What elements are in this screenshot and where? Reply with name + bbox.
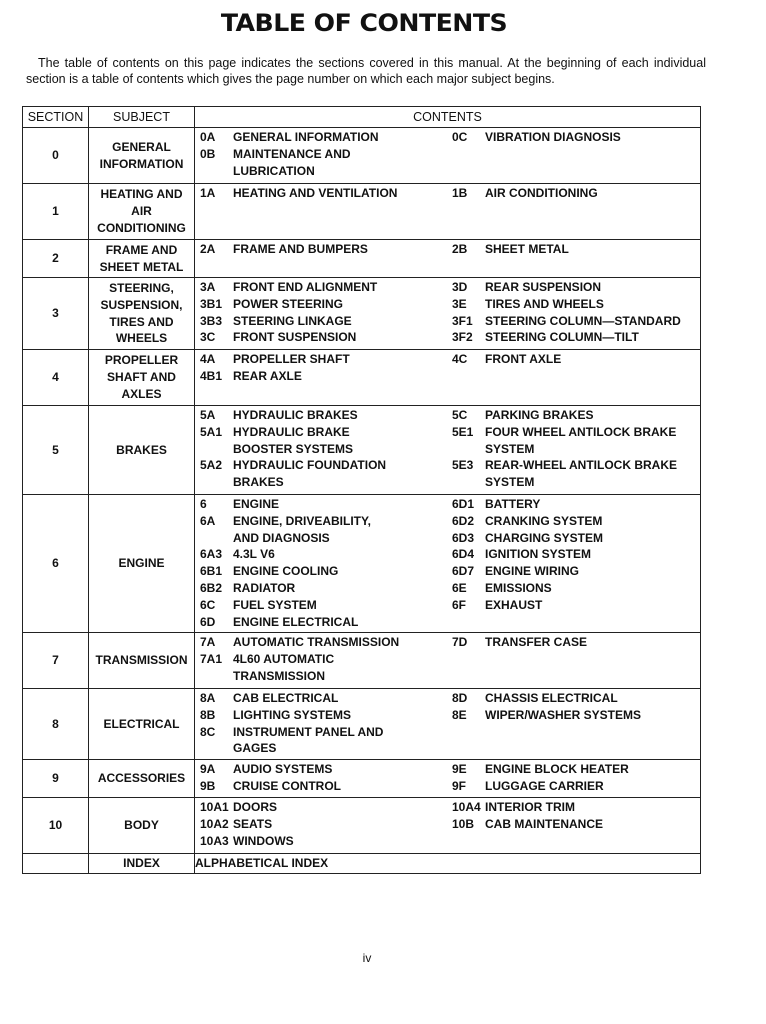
entry-code: 3B3 [200, 313, 223, 328]
entry-title: CRANKING SYSTEM [485, 513, 603, 528]
entry-code: 6D1 [452, 497, 475, 511]
section-subject: ENGINE [89, 495, 195, 633]
entry-title: CHASSIS ELECTRICAL [485, 691, 618, 705]
entry-code: 0C [452, 130, 468, 144]
entry-code: 10A3 [200, 833, 229, 848]
entry-code: 7A [200, 635, 216, 649]
entry-title: RADIATOR [233, 580, 296, 595]
header-section: SECTION [23, 107, 89, 128]
index-row [23, 854, 701, 874]
entry-code: 9F [452, 778, 467, 793]
entry-code: 5C [452, 408, 468, 422]
entry-title: WINDOWS [233, 833, 294, 848]
entry-code: 3B1 [200, 296, 223, 311]
entry-title: HYDRAULIC FOUNDATION BRAKES [233, 458, 387, 490]
entry-title: 4.3L V6 [233, 547, 275, 562]
contents-column-right [452, 407, 700, 491]
entry-title: REAR SUSPENSION [485, 280, 602, 294]
section-contents [195, 350, 701, 406]
entry-code: 4B1 [200, 368, 223, 383]
entry-title: CHARGING SYSTEM [485, 530, 604, 545]
section-contents [195, 798, 701, 854]
contents-column-left [200, 185, 452, 202]
entry-title: HEATING AND VENTILATION [233, 186, 398, 200]
table-row [23, 350, 701, 406]
section-subject: GENERAL INFORMATION [89, 128, 195, 184]
entry-title: ENGINE BLOCK HEATER [485, 762, 629, 776]
entry-code: 10A4 [452, 800, 481, 814]
entry-code: 4A [200, 352, 216, 366]
entry-title: SEATS [233, 816, 273, 831]
table-body [23, 128, 701, 854]
page-number: iv [362, 951, 372, 965]
entry-code: 6F [452, 597, 467, 612]
contents-column-left [200, 634, 452, 684]
section-number: 10 [23, 798, 89, 854]
entry-code: 5A2 [200, 458, 223, 473]
section-subject: ELECTRICAL [89, 689, 195, 760]
contents-column-left [200, 761, 452, 795]
contents-column-right [452, 185, 700, 202]
entry-title: REAR-WHEEL ANTILOCK BRAKE SYSTEM [485, 458, 677, 490]
entry-code: 3F2 [452, 330, 473, 345]
entry-code: 6B2 [200, 580, 223, 595]
entry-code: 5E3 [452, 458, 474, 473]
contents-column-right [452, 351, 700, 385]
section-contents [195, 495, 701, 633]
contents-column-left [200, 351, 452, 385]
entry-title: FRONT END ALIGNMENT [233, 280, 378, 294]
entry-title: STEERING COLUMN—STANDARD [485, 313, 681, 328]
entry-code: 8B [200, 707, 216, 722]
section-number: 2 [23, 240, 89, 278]
contents-column-left [200, 241, 452, 258]
entry-title: AUDIO SYSTEMS [233, 762, 333, 776]
entry-code: 1B [452, 186, 468, 200]
header-contents: CONTENTS [195, 107, 701, 128]
entry-title: ENGINE WIRING [485, 564, 580, 579]
table-row [23, 495, 701, 633]
section-number: 8 [23, 689, 89, 760]
entry-title: VIBRATION DIAGNOSIS [485, 130, 621, 144]
entry-code: 10A2 [200, 816, 229, 831]
table-row [23, 798, 701, 854]
entry-code: 8C [200, 724, 216, 739]
entry-code: 9A [200, 762, 216, 776]
section-contents [195, 689, 701, 760]
entry-code: 2A [200, 242, 216, 256]
section-subject: PROPELLER SHAFT AND AXLES [89, 350, 195, 406]
entry-title: EMISSIONS [485, 580, 552, 595]
entry-title: GENERAL INFORMATION [233, 130, 379, 144]
index-section [23, 854, 89, 874]
section-number: 4 [23, 350, 89, 406]
table-row [23, 760, 701, 798]
table-row [23, 278, 701, 350]
entry-code: 7D [452, 635, 468, 649]
entry-code: 3A [200, 280, 216, 294]
entry-code: 8A [200, 691, 216, 705]
entry-title: FRONT SUSPENSION [233, 330, 357, 345]
entry-title: BATTERY [485, 497, 541, 511]
entry-code: 5A1 [200, 424, 223, 439]
entry-code: 6D4 [452, 547, 475, 562]
contents-column-right [452, 129, 700, 179]
table-row [23, 240, 701, 278]
section-contents [195, 240, 701, 278]
entry-code: 3D [452, 280, 468, 294]
table-row [23, 184, 701, 240]
entry-title: FOUR WHEEL ANTILOCK BRAKE SYSTEM [485, 424, 677, 456]
entry-title: FUEL SYSTEM [233, 597, 317, 612]
entry-code: 6D3 [452, 530, 475, 545]
entry-code: 0B [200, 146, 216, 161]
contents-column-left [200, 799, 452, 849]
section-subject: ACCESSORIES [89, 760, 195, 798]
index-contents: ALPHABETICAL INDEX [195, 854, 701, 874]
contents-column-right [452, 496, 700, 630]
entry-title: PARKING BRAKES [485, 408, 594, 422]
entry-title: STEERING COLUMN—TILT [485, 330, 639, 345]
entry-title: CAB ELECTRICAL [233, 691, 339, 705]
entry-title: CAB MAINTENANCE [485, 816, 603, 831]
contents-column-right [452, 690, 700, 757]
header-subject: SUBJECT [89, 107, 195, 128]
entry-code: 5E1 [452, 424, 474, 439]
table-row [23, 406, 701, 495]
entry-code: 5A [200, 408, 216, 422]
section-contents [195, 184, 701, 240]
entry-title: PROPELLER SHAFT [233, 352, 350, 366]
entry-code: 6A [200, 513, 216, 528]
entry-title: HYDRAULIC BRAKE BOOSTER SYSTEMS [233, 424, 354, 456]
entry-title: AIR CONDITIONING [485, 186, 598, 200]
section-subject: STEERING, SUSPENSION, TIRES AND WHEELS [89, 278, 195, 350]
contents-table [22, 106, 701, 874]
section-number: 0 [23, 128, 89, 184]
entry-code: 3F1 [452, 313, 473, 328]
entry-title: WIPER/WASHER SYSTEMS [485, 707, 642, 722]
entry-title: LUGGAGE CARRIER [485, 778, 604, 793]
table-row [23, 633, 701, 689]
section-number: 1 [23, 184, 89, 240]
section-contents [195, 406, 701, 495]
contents-column-right [452, 634, 700, 684]
section-subject: TRANSMISSION [89, 633, 195, 689]
entry-code: 3C [200, 330, 216, 345]
entry-title: TRANSFER CASE [485, 635, 588, 649]
entry-title: AUTOMATIC TRANSMISSION [233, 635, 400, 649]
entry-title: FRONT AXLE [485, 352, 562, 366]
entry-title: INSTRUMENT PANEL AND GAGES [233, 724, 384, 756]
entry-code: 4C [452, 352, 468, 366]
page-title: TABLE OF CONTENTS [220, 9, 508, 37]
intro-paragraph: The table of contents on this page indicates the sections covered in this manual. At the beginning of each individual section is a table of contents which gives the page number on which each major subject begins. [26, 56, 706, 86]
section-subject: HEATING AND AIR CONDITIONING [89, 184, 195, 240]
table-row [23, 128, 701, 184]
entry-code: 0A [200, 130, 216, 144]
entry-title: DOORS [233, 800, 278, 814]
section-number: 3 [23, 278, 89, 350]
entry-title: MAINTENANCE AND LUBRICATION [233, 146, 351, 178]
entry-title: POWER STEERING [233, 296, 344, 311]
section-subject: BODY [89, 798, 195, 854]
entry-code: 6C [200, 597, 216, 612]
section-number: 9 [23, 760, 89, 798]
entry-title: EXHAUST [485, 597, 543, 612]
entry-code: 8D [452, 691, 468, 705]
entry-code: 10B [452, 816, 475, 831]
section-number: 5 [23, 406, 89, 495]
contents-column-left [200, 496, 452, 630]
table-header-row [23, 107, 701, 128]
entry-title: INTERIOR TRIM [485, 800, 575, 814]
section-number: 7 [23, 633, 89, 689]
entry-title: ENGINE [233, 497, 280, 511]
section-contents [195, 128, 701, 184]
entry-code: 6D2 [452, 513, 475, 528]
entry-code: 6B1 [200, 564, 223, 579]
entry-code: 6A3 [200, 547, 223, 562]
entry-title: ENGINE, DRIVEABILITY, AND DIAGNOSIS [233, 513, 372, 545]
section-contents [195, 760, 701, 798]
table-row [23, 689, 701, 760]
section-subject: FRAME AND SHEET METAL [89, 240, 195, 278]
entry-code: 6 [200, 497, 207, 511]
contents-column-right [452, 279, 700, 346]
index-subject: INDEX [89, 854, 195, 874]
contents-column-left [200, 279, 452, 346]
entry-code: 1A [200, 186, 216, 200]
entry-code: 6D [200, 614, 216, 629]
contents-column-right [452, 799, 700, 849]
contents-column-left [200, 690, 452, 757]
entry-code: 2B [452, 242, 468, 256]
entry-title: REAR AXLE [233, 368, 302, 383]
entry-code: 9E [452, 762, 467, 776]
entry-title: STEERING LINKAGE [233, 313, 352, 328]
entry-title: ENGINE COOLING [233, 564, 339, 579]
contents-column-left [200, 129, 452, 179]
section-subject: BRAKES [89, 406, 195, 495]
section-contents [195, 278, 701, 350]
entry-code: 7A1 [200, 651, 223, 666]
contents-column-right [452, 761, 700, 795]
entry-title: SHEET METAL [485, 242, 569, 256]
entry-title: CRUISE CONTROL [233, 778, 341, 793]
entry-code: 9B [200, 778, 216, 793]
entry-code: 3E [452, 296, 467, 311]
entry-code: 8E [452, 707, 467, 722]
entry-title: LIGHTING SYSTEMS [233, 707, 352, 722]
entry-code: 6E [452, 580, 467, 595]
entry-title: 4L60 AUTOMATIC TRANSMISSION [233, 651, 335, 683]
entry-title: IGNITION SYSTEM [485, 547, 592, 562]
entry-title: TIRES AND WHEELS [485, 296, 604, 311]
entry-title: FRAME AND BUMPERS [233, 242, 368, 256]
entry-code: 6D7 [452, 564, 475, 579]
section-number: 6 [23, 495, 89, 633]
entry-code: 10A1 [200, 800, 229, 814]
entry-title: ENGINE ELECTRICAL [233, 614, 359, 629]
entry-title: HYDRAULIC BRAKES [233, 408, 358, 422]
section-contents [195, 633, 701, 689]
contents-column-right [452, 241, 700, 258]
contents-column-left [200, 407, 452, 491]
